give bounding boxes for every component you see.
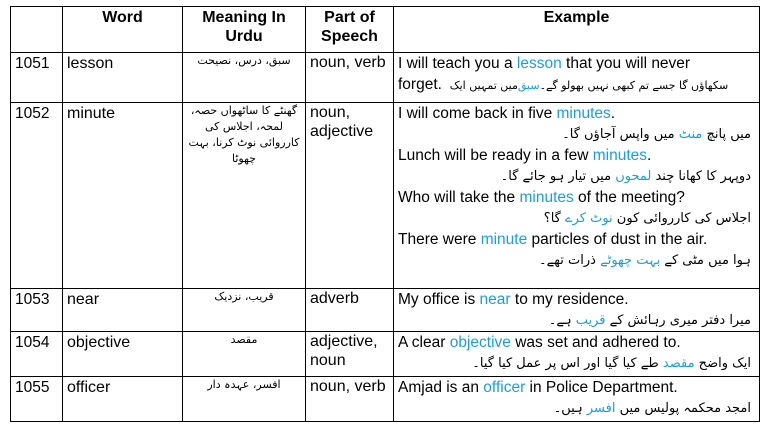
highlighted-term: سبق bbox=[517, 79, 540, 92]
example-text: میں پانچ bbox=[702, 127, 751, 142]
entry-urdu-meaning: گھنٹے کا ساٹھواں حصہ، لمحہ، اجلاس کی کارروائی نوٹ کرنا، بہت چھوٹا bbox=[183, 103, 306, 289]
example-english-line bbox=[398, 103, 755, 124]
header-part-of-speech: Part of Speech bbox=[306, 7, 394, 53]
table-body bbox=[11, 53, 760, 422]
highlighted-term: objective bbox=[449, 334, 511, 351]
entry-word: minute bbox=[63, 103, 183, 289]
example-text: particles of dust in the air. bbox=[527, 231, 708, 248]
entry-word: objective bbox=[63, 332, 183, 377]
example-urdu-line bbox=[398, 166, 755, 187]
example-text: میں واپس آجاؤں گا۔ bbox=[562, 127, 679, 142]
highlighted-term: بہت چھوٹے bbox=[600, 253, 661, 268]
highlighted-term: minutes bbox=[519, 189, 574, 206]
example-text: ایک واضح bbox=[694, 356, 751, 371]
table-row bbox=[11, 289, 760, 332]
example-text: سکھاؤں گا جسے تم کبھی نہیں بھولو گے۔ bbox=[539, 79, 732, 92]
entry-urdu-meaning: قریب، نزدیک bbox=[183, 289, 306, 332]
example-text: to my residence. bbox=[510, 291, 629, 308]
example-urdu-line bbox=[398, 124, 755, 145]
entry-number: 1054 bbox=[11, 332, 63, 377]
example-text: ہوا میں مٹی کے bbox=[660, 253, 751, 268]
header-row bbox=[11, 7, 760, 53]
entry-part-of-speech: noun, verb bbox=[306, 377, 394, 422]
example-english-line bbox=[398, 377, 755, 398]
header-meaning-urdu: Meaning In Urdu bbox=[183, 7, 306, 53]
example-text: Who will take the bbox=[398, 189, 520, 206]
header-word: Word bbox=[63, 7, 183, 53]
entry-number: 1051 bbox=[11, 53, 63, 103]
example-text: Amjad is an bbox=[398, 379, 484, 396]
entry-examples bbox=[394, 289, 760, 332]
table-row bbox=[11, 103, 760, 289]
entry-word: officer bbox=[63, 377, 183, 422]
entry-examples bbox=[394, 103, 760, 289]
example-urdu-line bbox=[398, 208, 755, 229]
example-english-line bbox=[398, 53, 755, 74]
table-row bbox=[11, 332, 760, 377]
highlighted-term: near bbox=[479, 291, 511, 308]
entry-word: lesson bbox=[63, 53, 183, 103]
highlighted-term: lesson bbox=[516, 55, 562, 72]
example-text: I will come back in five bbox=[398, 105, 557, 122]
highlighted-term: نوٹ کرے bbox=[564, 211, 613, 226]
entry-examples bbox=[394, 332, 760, 377]
example-text: میں تمہیں ایک bbox=[446, 79, 518, 92]
example-text: was set and adhered to. bbox=[510, 334, 681, 351]
entry-urdu-meaning: افسر، عہدہ دار bbox=[183, 377, 306, 422]
entry-part-of-speech: noun, adjective bbox=[306, 103, 394, 289]
example-text: in Police Department. bbox=[525, 379, 678, 396]
table-row bbox=[11, 377, 760, 422]
example-text: forget. bbox=[398, 76, 447, 93]
example-text: میں تیار ہو جائے گا۔ bbox=[500, 169, 616, 184]
highlighted-term: لمحوں bbox=[615, 169, 652, 184]
example-english-line bbox=[398, 289, 755, 310]
example-urdu-line bbox=[398, 250, 755, 271]
header-example: Example bbox=[394, 7, 760, 53]
example-text: A clear bbox=[398, 334, 450, 351]
header-number bbox=[11, 7, 63, 53]
entry-urdu-meaning: سبق، درس، نصیحت bbox=[183, 53, 306, 103]
highlighted-term: officer bbox=[483, 379, 526, 396]
entry-part-of-speech: adverb bbox=[306, 289, 394, 332]
vocabulary-table bbox=[10, 6, 760, 422]
example-text: ہیں۔ bbox=[553, 401, 587, 416]
example-text: اجلاس کی کارروائی کون bbox=[612, 211, 751, 226]
highlighted-term: مقصد bbox=[662, 356, 695, 371]
example-text: گا؟ bbox=[543, 211, 565, 226]
example-text: of the meeting? bbox=[573, 189, 685, 206]
example-text: ذرات تھے۔ bbox=[539, 253, 601, 268]
example-text: میرا دفتر میری رہائش کے bbox=[605, 313, 751, 328]
highlighted-term: افسر bbox=[586, 401, 616, 416]
highlighted-term: minute bbox=[480, 231, 528, 248]
example-english-line bbox=[398, 229, 755, 250]
example-urdu-line bbox=[398, 353, 755, 374]
highlighted-term: قریب bbox=[575, 313, 606, 328]
example-text: My office is bbox=[398, 291, 480, 308]
highlighted-term: minutes bbox=[556, 105, 611, 122]
entry-number: 1055 bbox=[11, 377, 63, 422]
example-english-line bbox=[398, 187, 755, 208]
entry-examples bbox=[394, 53, 760, 103]
example-text: امجد محکمہ پولیس میں bbox=[615, 401, 751, 416]
example-text: طے کیا گیا اور اس پر عمل کیا گیا۔ bbox=[472, 356, 663, 371]
example-text: that you will never bbox=[561, 55, 691, 72]
highlighted-term: minutes bbox=[592, 147, 647, 164]
example-english-line bbox=[398, 74, 755, 96]
example-text: . bbox=[647, 147, 652, 164]
entry-examples bbox=[394, 377, 760, 422]
example-urdu-line bbox=[398, 310, 755, 331]
example-text: . bbox=[610, 105, 616, 122]
example-text: I will teach you a bbox=[398, 55, 517, 72]
table-row bbox=[11, 53, 760, 103]
entry-word: near bbox=[63, 289, 183, 332]
entry-number: 1052 bbox=[11, 103, 63, 289]
entry-urdu-meaning: مقصد bbox=[183, 332, 306, 377]
example-text: دوپہر کا کھانا چند bbox=[651, 169, 751, 184]
entry-part-of-speech: noun, verb bbox=[306, 53, 394, 103]
example-text: ہے۔ bbox=[548, 313, 576, 328]
highlighted-term: منٹ bbox=[678, 127, 703, 142]
entry-part-of-speech: adjective, noun bbox=[306, 332, 394, 377]
example-english-line bbox=[398, 145, 755, 166]
example-urdu-line bbox=[398, 398, 755, 419]
example-text: There were bbox=[398, 231, 481, 248]
entry-number: 1053 bbox=[11, 289, 63, 332]
example-english-line bbox=[398, 332, 755, 353]
example-text: Lunch will be ready in a few bbox=[398, 147, 593, 164]
